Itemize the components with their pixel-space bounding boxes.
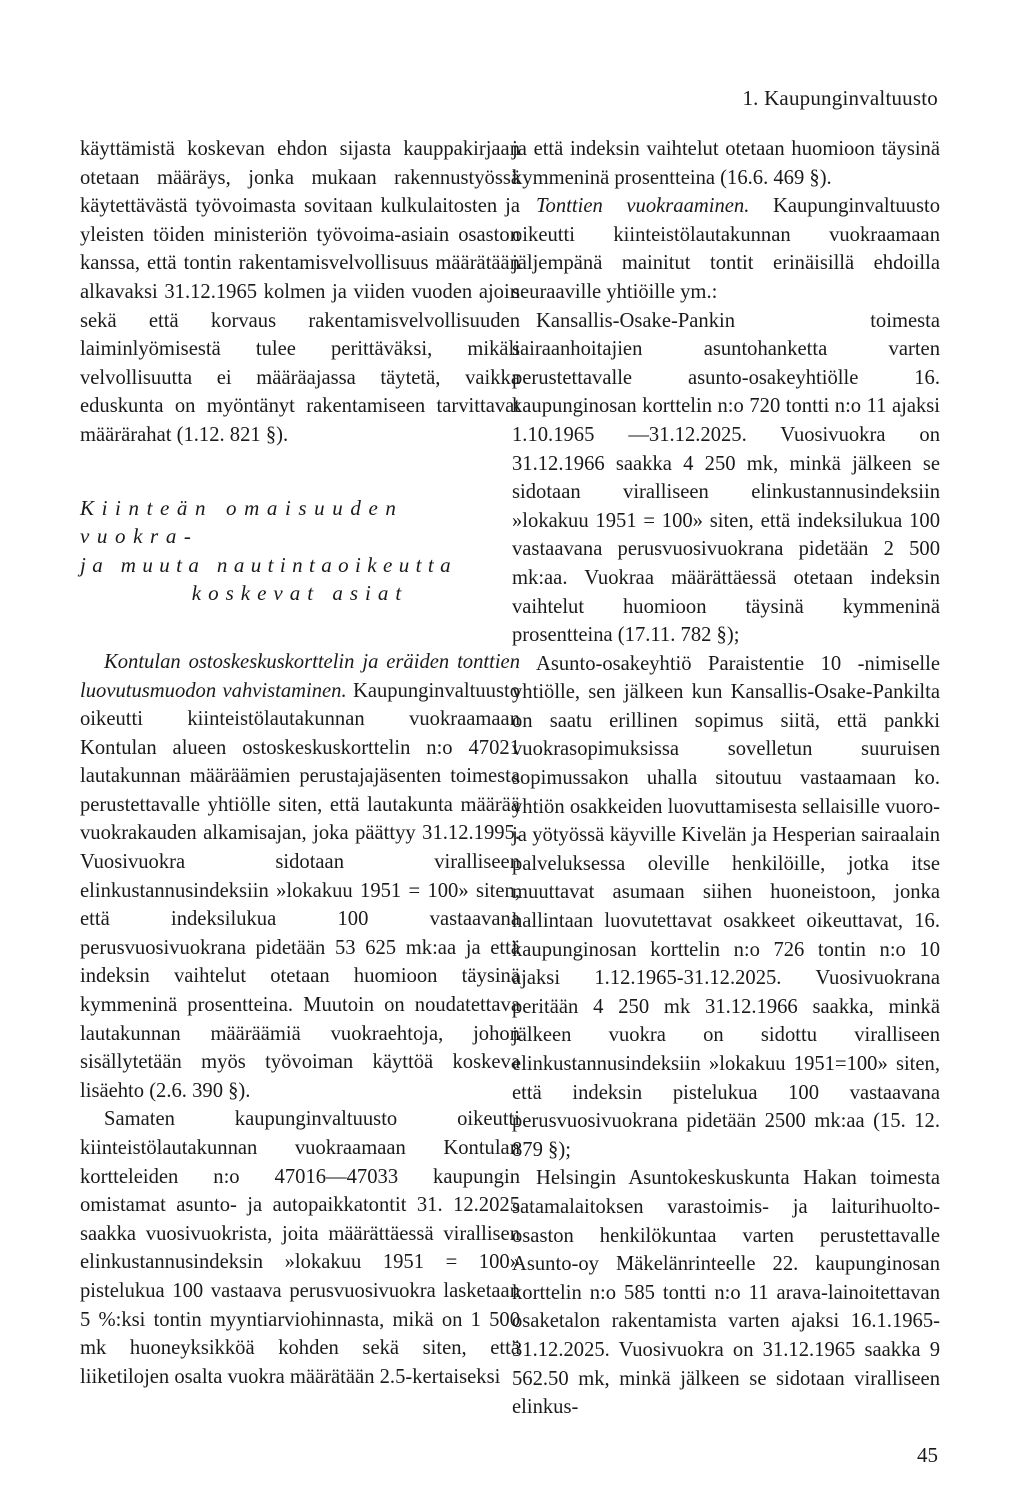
paragraph-title: Kontulan ostoskeskuskorttelin ja eräiden tonttien luovutusmuodon vahvistaminen. (80, 650, 520, 702)
running-header: 1. Kaupunginvaltuusto (742, 86, 938, 110)
paragraph-title: Tonttien vuokraaminen. (536, 195, 750, 218)
paragraph: käyttämistä koskevan ehdon sijasta kauppakirjaan otetaan määräys, jonka mukaan rakennustyössä käytettävästä työvoimasta sovitaan kulkulaitosten ja yleisten töiden ministeriön työvoima-asiain osaston kanssa, että tontin rakentamisvelvollisuus määrätään alkavaksi 31.12.1965 kolmen ja viiden vuoden ajoin sekä että korvaus rakentamisvelvollisuuden laiminlyömisestä tulee perittäväksi, mikäli velvollisuutta ei määräajassa täytetä, vaikka eduskunta on myöntänyt rakentamiseen tarvittavat määrärahat (1.12. 821 §). (80, 138, 520, 446)
section-heading-line: ja muuta nautintaoikeutta (80, 552, 457, 577)
paragraph-body: Kaupunginvaltuusto oikeutti kiinteistölautakunnan vuokraamaan jäljempänä mainitut tontit erinäisillä ehdoilla seuraaville yhtiöille ym.: (512, 195, 940, 303)
paragraph: Asunto-osakeyhtiö Paraistentie 10 -nimiselle yhtiölle, sen jälkeen kun Kansallis-Osake-Pankilta on saatu erillinen sopimus siitä, että pankki vuokrasopimuksissa sovelletun suuruisen sopimussakon uhalla sitoutuu vastaamaan ko. yhtiön osakkeiden luovuttamisesta sellaisille vuoro- ja yötyössä käyville Kivelän ja Hesperian sairaalain palveluksessa oleville henkilöille, jotka itse muuttavat asumaan siihen huoneistoon, jonka hallintaan luovutettavat osakkeet oikeuttavat, 16. kaupunginosan korttelin n:o 726 tontin n:o 10 ajaksi 1.12.1965-31.12.2025. Vuosivuokrana peritään 4 250 mk 31.12.1966 saakka, minkä jälkeen vuokra on sidottu viralliseen elinkustannusindeksiin »lokakuu 1951=100» siten, että indeksin pistelukua 100 vastaavana perusvuosivuokrana pidetään 2500 mk:aa (15. 12. 879 §); (512, 652, 940, 1161)
section-heading-line: koskevat asiat (191, 581, 409, 606)
section-heading (80, 494, 520, 608)
paragraph-body: Kaupunginvaltuusto oikeutti kiinteistölautakunnan vuokraamaan Kontulan alueen ostoskeskuskorttelin n:o 47021 lautakunnan määräämien perustajajäsenten toimesta perustettavalle yhtiölle siten, että lautakunta määrää vuokrakauden alkamisajan, joka päättyy 31.12.1995. Vuosivuokra sidotaan viralliseen elinkustannusindeksiin »lokakuu 1951 = 100» siten, että indeksilukua 100 vastaavana perusvuosivuokrana pidetään 53 625 mk:aa ja että indeksin vaihtelut otetaan huomioon täysinä kymmeninä prosentteina. Muutoin on noudatettava lautakunnan määräämiä vuokraehtoja, johon sisällytetään myös työvoiman käyttöä koskeva lisäehto (2.6. 390 §). (80, 679, 520, 1102)
paragraph: ja että indeksin vaihtelut otetaan huomioon täysinä kymmeninä prosentteina (16.6. 469 §). (512, 138, 940, 189)
paragraph: Helsingin Asuntokeskuskunta Hakan toimesta satamalaitoksen varastoimis- ja laiturihuolto-osaston henkilökuntaa varten perustettavalle Asunto-oy Mäkelänrinteelle 22. kaupunginosan korttelin n:o 585 tontti n:o 11 arava-lainoitettavan osaketalon rakentamista varten ajaksi 16.1.1965-31.12.2025. Vuosivuokra on 31.12.1965 saakka 9 562.50 mk, minkä jälkeen se sidotaan viralliseen elinkus- (512, 1167, 940, 1419)
right-column (512, 135, 940, 1422)
paragraph (80, 648, 520, 1106)
page-number: 45 (917, 1443, 938, 1467)
paragraph: Samaten kaupunginvaltuusto oikeutti kiinteistölautakunnan vuokraamaan Kontulan kortteleiden n:o 47016—47033 kaupungin omistamat asunto- ja autopaikkatontit 31. 12.2025 saakka vuosivuokrista, joita määrättäessä virallisen elinkustannusindeksin »lokakuu 1951 = 100» pistelukua 100 vastaava perusvuosivuokra lasketaan 5 %:ksi tontin myyntiarviohinnasta, mikä on 1 500 mk huoneyksikköä kohden sekä siten, että liiketilojen osalta vuokra määrätään 2.5-kertaiseksi (80, 1108, 520, 1388)
paragraph: Kansallis-Osake-Pankin toimesta sairaanhoitajien asuntohanketta varten perustettavalle asunto-osakeyhtiölle 16. kaupunginosan korttelin n:o 720 tontti n:o 11 ajaksi 1.10.1965 —31.12.2025. Vuosivuokra on 31.12.1966 saakka 4 250 mk, minkä jälkeen se sidotaan viralliseen elinkustannusindeksiin »lokakuu 1951 = 100» siten, että indeksilukua 100 vastaavana perusvuosivuokrana pidetään 2 500 mk:aa. Vuokraa määrättäessä otetaan indeksin vaihtelut huomioon täysinä kymmeninä prosentteina (17.11. 782 §); (512, 309, 940, 647)
section-heading-line: Kiinteän omaisuuden vuokra- (80, 495, 404, 549)
paragraph (512, 192, 940, 306)
left-column (80, 135, 520, 1391)
